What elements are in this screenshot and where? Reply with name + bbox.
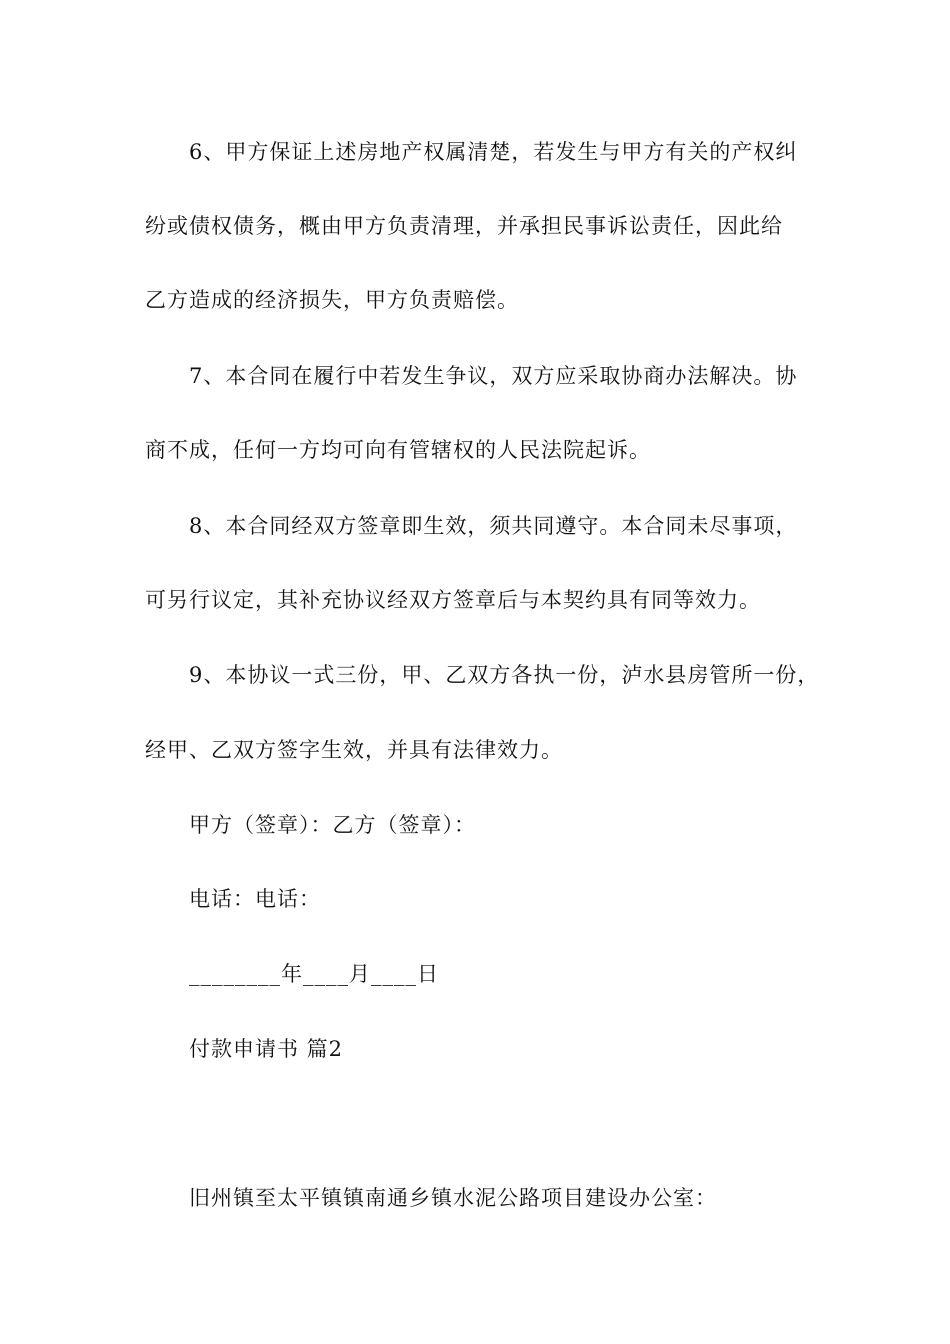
clause-9-line-2: 经甲、乙双方签字生效，并具有法律效力。 <box>145 738 563 762</box>
clause-9-line-1: 9、本协议一式三份，甲、乙双方各执一份，泸水县房管所一份， <box>189 663 820 687</box>
clause-8-line-1: 8、本合同经双方签章即生效，须共同遵守。本合同未尽事项， <box>189 514 798 538</box>
clause-6-line-2: 纷或债权债务，概由甲方负责清理，并承担民事诉讼责任，因此给 <box>145 214 783 238</box>
clause-7-line-2: 商不成，任何一方均可向有管辖权的人民法院起诉。 <box>145 438 651 462</box>
section-heading: 付款申请书 篇2 <box>189 1037 344 1061</box>
clause-6-line-1: 6、甲方保证上述房地产权属清楚，若发生与甲方有关的产权纠 <box>189 140 798 164</box>
phone-line: 电话：电话： <box>189 887 321 911</box>
clause-7-line-1: 7、本合同在履行中若发生争议，双方应采取协商办法解决。协 <box>189 364 798 388</box>
date-line: ________年____月____日 <box>189 962 439 986</box>
clause-6-line-3: 乙方造成的经济损失，甲方负责赔偿。 <box>145 288 519 312</box>
signature-line: 甲方（签章）：乙方（签章）： <box>189 813 476 837</box>
clause-8-line-2: 可另行议定，其补充协议经双方签章后与本契约具有同等效力。 <box>145 588 761 612</box>
addressee-line: 旧州镇至太平镇镇南通乡镇水泥公路项目建设办公室： <box>189 1186 717 1210</box>
